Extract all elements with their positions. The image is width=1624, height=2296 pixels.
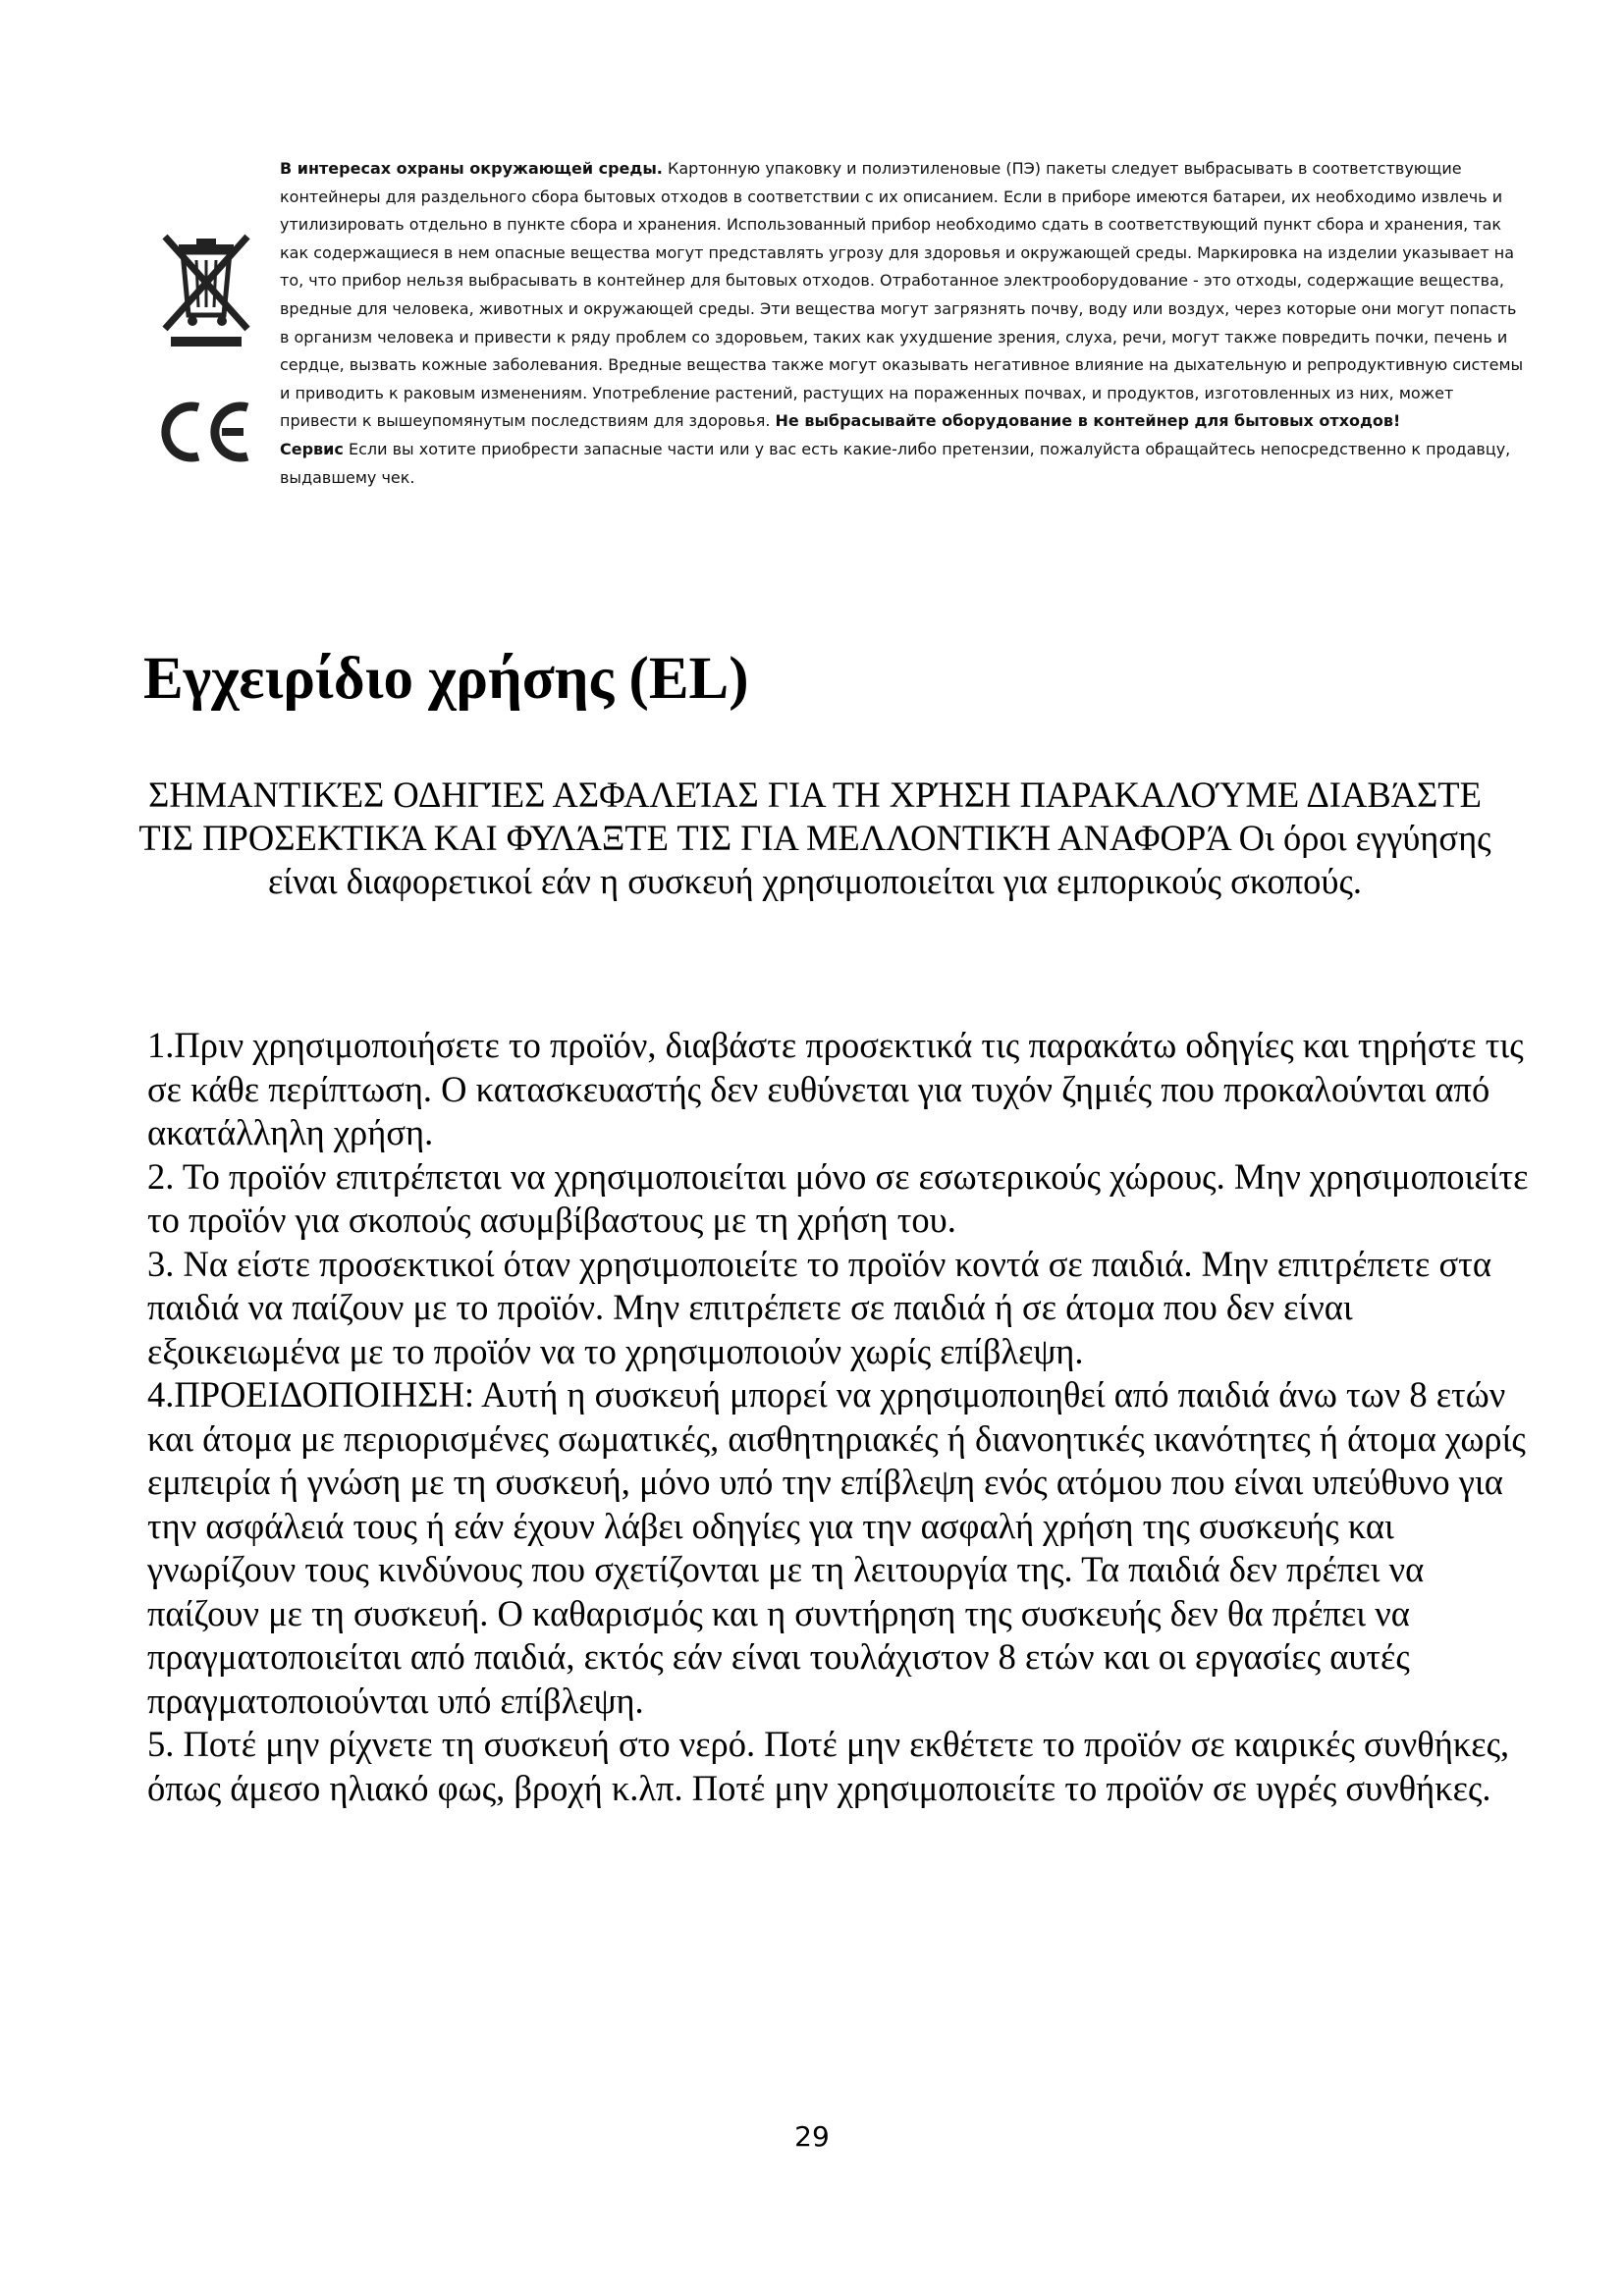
ce-mark-icon: [157, 398, 255, 466]
notice-body: Картонную упаковку и полиэтиленовые (ПЭ) пакеты следует выбрасывать в соответствующие контейнеры для раздельного сбора бытовых отходов в соответствии с их описанием. Если в приборе имеются батареи, их необходимо извлечь и утилизировать отдельно в пункте сбора и хранения. Использованный прибор необходимо сдать в соответствующий пункт сбора и хранения, так как содержащиеся в нем опасные вещества могут представлять угрозу для здоровья и окружающей среды. Маркировка на изделии указывает на то, что прибор нельзя выбрасывать в контейнер для бытовых отходов. Отработанное электрооборудование - это отходы, содержащие вещества, вредные для человека, животных и окружающей среды. Эти вещества могут загрязнять почву, воду или воздух, через которые они могут попасть в организм человека и привести к ряду проблем со здоровьем, таких как ухудшение зрения, слуха, речи, могут также повредить почки, печень и сердце, вызвать кожные заболевания. Вредные вещества также могут оказывать негативное влияние на дыхательную и репродуктивную системы и приводить к раковым изменениям. Употребление растений, растущих на пораженных почвах, и продуктов, изготовленных из них, может привести к вышеупомянутым последствиям для здоровья.: [280, 159, 1524, 431]
instruction-item: 4.ΠΡΟΕΙΔΟΠΟΙΗΣΗ: Αυτή η συσκευή μπορεί να χρησιμοποιηθεί από παιδιά άνω των 8 ετών και άτομα με περιορισμένες σωματικές, αισθητηριακές ή διανοητικές ικανότητες ή άτομα χωρίς εμπειρία ή γνώση με τη συσκευή, μόνο υπό την επίβλεψη ενός ατόμου που είναι υπεύθυνο για την ασφάλειά τους ή εάν έχουν λάβει οδηγίες για την ασφαλή χρήση της συσκευής και γνωρίζουν τους κινδύνους που σχετίζονται με τη λειτουργία της. Τα παιδιά δεν πρέπει να παίζουν με τη συσκευή. Ο καθαρισμός και η συντήρηση της συσκευής δεν θα πρέπει να πραγματοποιείται από παιδιά, εκτός εάν είναι τουλάχιστον 8 ετών και οι εργασίες αυτές πραγματοποιούνται υπό επίβλεψη.: [147, 1374, 1526, 1721]
instruction-item: 5. Ποτέ μην ρίχνετε τη συσκευή στο νερό. Ποτέ μην εκθέτετε το προϊόν σε καιρικές συνθήκες, όπως άμεσο ηλιακό φως, βροχή κ.λπ. Ποτέ μην χρησιμοποιείτε το προϊόν σε υγρές συνθήκες.: [147, 1724, 1510, 1808]
instruction-item: 3. Να είστε προσεκτικοί όταν χρησιμοποιείτε το προϊόν κοντά σε παιδιά. Μην επιτρέπετε στα παιδιά να παίζουν με το προϊόν. Μην επιτρέπετε σε παιδιά ή σε άτομα που δεν είναι εξοικειωμένα με το προϊόν να το χρησιμοποιούν χωρίς επίβλεψη.: [147, 1243, 1491, 1371]
instruction-item: 1.Πριν χρησιμοποιήσετε το προϊόν, διαβάστε προσεκτικά τις παρακάτω οδηγίες και τηρήστε τις σε κάθε περίπτωση. Ο κατασκευαστής δεν ευθύνεται για τυχόν ζημιές που προκαλούνται από ακατάλληλη χρήση.: [147, 1025, 1524, 1152]
service-label: Сервис: [280, 439, 344, 458]
instruction-item: 2. Το προϊόν επιτρέπεται να χρησιμοποιείται μόνο σε εσωτερικούς χώρους. Μην χρησιμοποιείτε το προϊόν για σκοπούς ασυμβίβαστους με τη χρήση του.: [147, 1155, 1529, 1240]
environment-notice: [280, 155, 1527, 492]
page-title: Εγχειρίδιο χρήσης (EL): [143, 646, 749, 712]
notice-lead: В интересах охраны окружающей среды.: [280, 159, 663, 178]
service-text: Если вы хотите приобрести запасные части или у вас есть какие-либо претензии, пожалуйста обращайтесь непосредственно к продавцу, выдавшему чек.: [280, 439, 1511, 487]
page-number: 29: [794, 2120, 830, 2153]
safety-heading: ΣΗΜΑΝΤΙΚΈΣ ΟΔΗΓΊΕΣ ΑΣΦΑΛΕΊΑΣ ΓΙΑ ΤΗ ΧΡΉΣΗ ΠΑΡΑΚΑΛΟΎΜΕ ΔΙΑΒΆΣΤΕ ΤΙΣ ΠΡΟΣΕΚΤΙΚΆ ΚΑΙ ΦΥΛΆΞΤΕ ΤΙΣ ΓΙΑ ΜΕΛΛΟΝΤΙΚΉ ΑΝΑΦΟΡΆ Οι όροι εγγύησης είναι διαφορετικοί εάν η συσκευή χρησιμοποιείται για εμπορικούς σκοπούς.: [138, 774, 1491, 901]
instructions-list: [147, 1024, 1542, 1810]
weee-crossed-bin-icon: [157, 231, 255, 353]
notice-warning: Не выбрасывайте оборудование в контейнер для бытовых отходов!: [775, 411, 1401, 431]
